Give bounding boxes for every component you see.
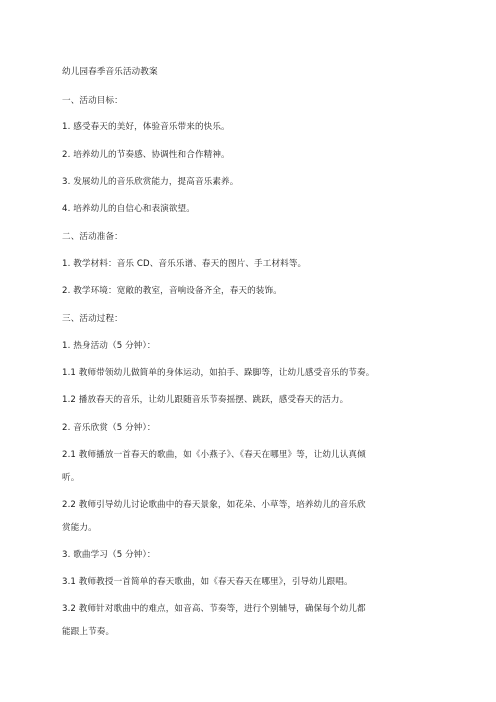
process-step-heading: 2. 音乐欣赏（5 分钟）：: [62, 423, 156, 433]
process-substep: 2.1 教师播放一首春天的歌曲，如《小燕子》、《春天在哪里》等，让幼儿认真倾: [62, 450, 366, 460]
goal-item: 3. 发展幼儿的音乐欣赏能力，提高音乐素养。: [62, 177, 239, 187]
goal-item: 2. 培养幼儿的节奏感、协调性和合作精神。: [62, 150, 230, 160]
section-heading-preparation: 二、活动准备：: [62, 232, 123, 242]
goal-item: 1. 感受春天的美好，体验音乐带来的快乐。: [62, 122, 230, 132]
section-heading-goals: 一、活动目标：: [62, 96, 123, 106]
process-substep: 3.1 教师教授一首简单的春天歌曲，如《春天春天在哪里》，引导幼儿跟唱。: [62, 577, 353, 587]
process-step-heading: 3. 歌曲学习（5 分钟）：: [62, 550, 156, 560]
process-substep: 1.2 播放春天的音乐，让幼儿跟随音乐节奏摇摆、跳跃，感受春天的活力。: [62, 395, 349, 405]
goal-item: 4. 培养幼儿的自信心和表演欲望。: [62, 204, 195, 214]
process-substep: 3.2 教师针对歌曲中的难点，如音高、节奏等，进行个别辅导，确保每个幼儿都: [62, 604, 366, 614]
preparation-item: 2. 教学环境：宽敞的教室，音响设备齐全，春天的装饰。: [62, 286, 282, 296]
preparation-item: 1. 教学材料：音乐 CD、音乐乐谱、春天的图片、手工材料等。: [62, 259, 307, 269]
document-title: 幼儿园春季音乐活动教案: [62, 67, 158, 77]
section-heading-process: 三、活动过程：: [62, 314, 123, 324]
process-substep-continued: 赏能力。: [62, 523, 97, 533]
process-substep-continued: 听。: [62, 473, 80, 483]
process-substep: 2.2 教师引导幼儿讨论歌曲中的春天景象，如花朵、小草等，培养幼儿的音乐欣: [62, 500, 366, 510]
process-substep-continued: 能跟上节奏。: [62, 627, 115, 637]
process-substep: 1.1 教师带领幼儿做简单的身体运动，如拍手、跺脚等，让幼儿感受音乐的节奏。: [62, 368, 375, 378]
process-step-heading: 1. 热身活动（5 分钟）：: [62, 341, 156, 351]
